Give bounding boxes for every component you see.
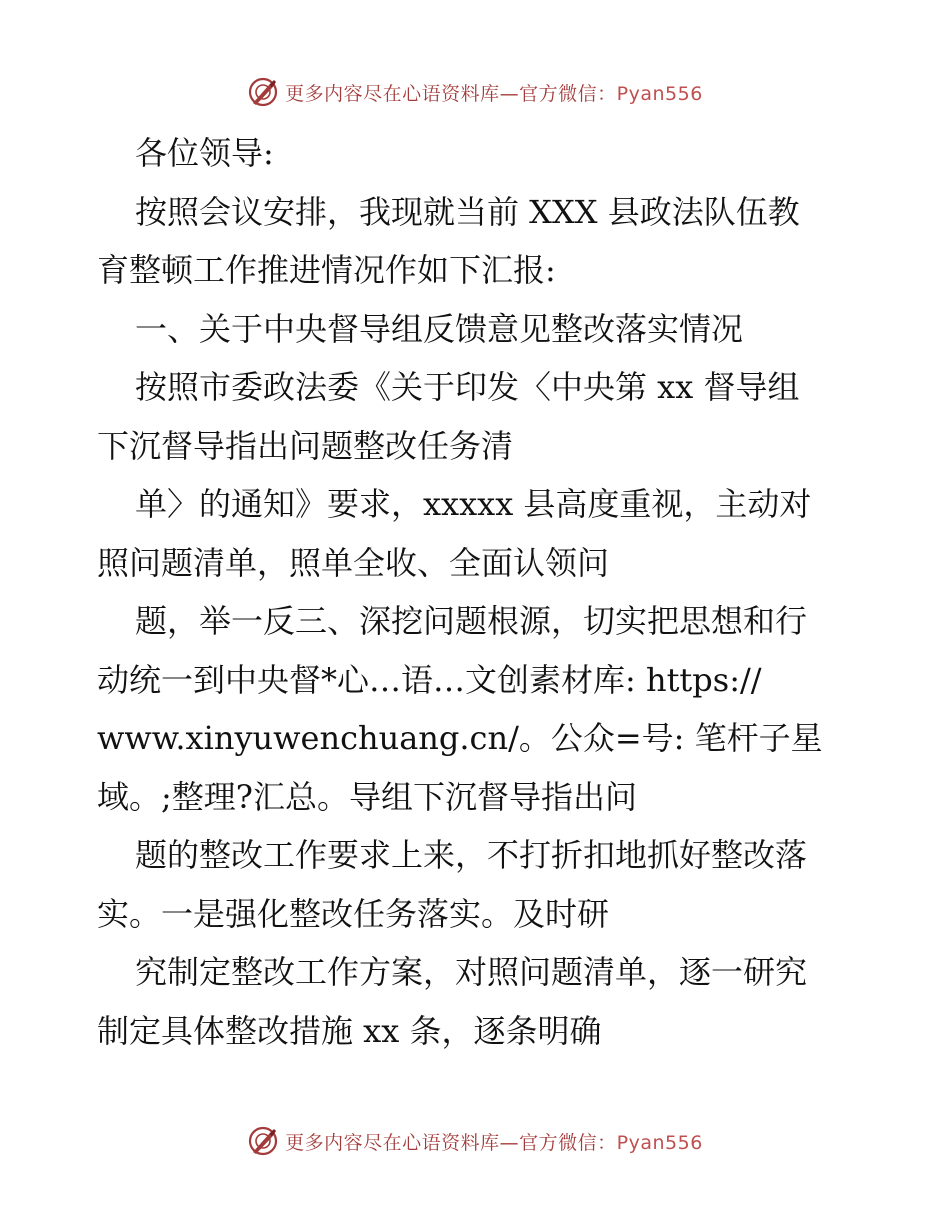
text-line: 域。;整理?汇总。导组下沉督导指出问 xyxy=(97,778,637,816)
text-line: 究制定整改工作方案，对照问题清单，逐一研究 xyxy=(135,953,808,991)
text-line: 单〉的通知》要求，xxxxx 县高度重视，主动对 xyxy=(135,485,812,523)
text-line: 下沉督导指出问题整改任务清 xyxy=(97,427,514,465)
text-line: 题的整改工作要求上来，不打折扣地抓好整改落 xyxy=(135,836,808,874)
text-line: 制定具体整改措施 xx 条，逐条明确 xyxy=(97,1012,602,1050)
text-line: 按照市委政法委《关于印发〈中央第 xx 督导组 xyxy=(135,368,800,406)
pen-logo-icon xyxy=(247,76,279,108)
pen-logo-icon xyxy=(247,1125,279,1157)
text-line: 照问题清单，照单全收、全面认领问 xyxy=(97,544,610,582)
watermark-text: 更多内容尽在心语资料库—官方微信：Pyan556 xyxy=(285,1131,703,1154)
text-line: 题，举一反三、深挖问题根源，切实把思想和行 xyxy=(135,602,808,640)
text-line: www.xinyuwenchuang.cn/。公众=号: 笔杆子星 xyxy=(97,719,823,757)
footer-watermark xyxy=(0,1121,950,1161)
text-line: 各位领导: xyxy=(135,134,274,172)
text-line: 一、关于中央督导组反馈意见整改落实情况 xyxy=(135,310,744,348)
text-line: 按照会议安排，我现就当前 XXX 县政法队伍教 xyxy=(135,193,800,231)
header-watermark xyxy=(0,72,950,112)
text-line: 育整顿工作推进情况作如下汇报: xyxy=(97,251,556,289)
watermark-text: 更多内容尽在心语资料库—官方微信：Pyan556 xyxy=(285,82,703,105)
text-line: 实。一是强化整改任务落实。及时研 xyxy=(97,895,610,933)
text-line: 动统一到中央督*心…语…文创素材库: https:// xyxy=(97,661,762,699)
